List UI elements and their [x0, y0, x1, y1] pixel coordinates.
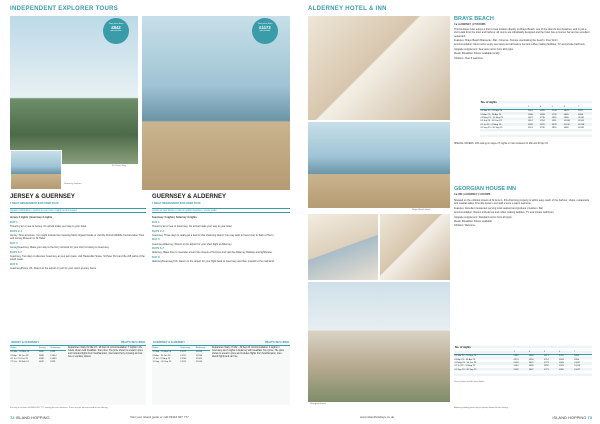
hotel-title: BRAYE BEACH	[454, 16, 494, 22]
restaurant-photo	[308, 214, 378, 280]
photo-caption: Guernsey harbour	[64, 183, 82, 185]
special-offers: SPECIAL OFFERS: 10% saving on stays of 5 nights or more between 01 Mar and 30 Apr 23.	[454, 143, 549, 145]
hotel-room-photo	[308, 16, 450, 120]
bedroom-photo	[380, 214, 450, 280]
price-table: Dates Jersey Guernsey 01 Mar - 31 Mar 23 £842 £929 01 Apr - 30 Jun 23 £899 £1014 01 Jul - 31 Oct 23 £948 £1063 27 Oct - 28 Feb 24 £842 £929	[10, 346, 66, 364]
footer-section: ISLAND HOPPING	[552, 414, 587, 420]
hotel-price-table: No. of nights 3 4 5 6 7 01 Mar 23 - 31 Mar 23 £449 £560 £671 £782 £893 01 Apr 23 - 30 Apr 23 £474 £594 £714 £834 £954 01 May 23 - 30 Jun 23 £509 £641 £773 £905 £1037 01 Jul 23 - 31 Aug 23 £544 £688 £832 £976 £1120 01 Sep 23 - 30 Sep 23 £509 £641 £773 £905 £1037	[454, 345, 592, 379]
hotel-description: Situated on the cobbled streets of St Anne's, this charming property is within easy reach of the harbour, shops, restaurants and coastal walks. Friendly owners and staff ensure a warm welcome. Features: Excellent restaurant serving local seafood and produce • Garden • Bar Accommodation: Rooms include tea and coffee making facilities, TV and private bathroom. Upgrade supplement: Standard rooms from £9 pppn. Meals: Breakfast. Dinner available. Children: Welcome.	[454, 199, 590, 228]
hotel-rating: 4★ INN | ALDERNEY | 4 ROOMS	[454, 193, 491, 196]
photo-caption: Georgian House	[310, 403, 326, 405]
tour-title: GUERNSEY & ALDERNEY	[152, 194, 227, 200]
page-number: 73	[587, 414, 592, 420]
footer-url: www.islandholidays.co.uk	[360, 415, 395, 420]
tour-title: JERSEY & GUERNSEY	[10, 194, 75, 200]
right-page	[300, 0, 600, 424]
tour-itinerary: Guernsey 4 nights | Alderney 3 nights DAY 1 Travel by air or sea to Guernsey. On arrival make your way to your hotel. DAYS 2-4 Guernsey. Three days to really get a feel for this charming island. You may wish to travel over to Sark or Herm. DAY 5 Guernsey/Alderney. Return to the airport for your short flight to Alderney. DAYS 6-7 Alderney. Make time to meander around the streets of St Anne and visit the Alderney Railway and lighthouse. DAY 8 Alderney/Guernsey/UK. Return to the airport for your flight back to Guernsey and then onward to the mainland.	[152, 216, 275, 264]
section-header: INDEPENDENT EXPLORER TOURS	[10, 6, 119, 12]
hotel-title: GEORGIAN HOUSE INN	[454, 186, 517, 192]
price-badge: Tour price from £842 per person	[103, 18, 129, 44]
tour-subtitle: 7 NIGHT INDEPENDENT EXPLORER TOUR	[10, 202, 59, 205]
tour-subtitle: 7 NIGHT INDEPENDENT EXPLORER TOUR	[152, 202, 201, 205]
beach-view-photo	[308, 122, 450, 208]
included-text: Departures: Daily 17 Mar - 30 Sep 23. Accommodation: 4 nights in Guernsey and 3 nights in Alderney with breakfast. Tour price: The price shown is a lead-in price and includes flights from Southampton, inter-island flights and car hire.	[212, 347, 285, 359]
tour-itinerary: Jersey 4 nights | Guernsey 3 nights DAY 1 Travel by air or sea to Jersey. On arrival make your way to your hotel. DAYS 2-4 Jersey. Time at leisure. You might include the imposing Mont Orgueil Castle or visit the Durrell Wildlife Conservation Trust and Jersey Museum in St Helier. DAY 5 Jersey/Guernsey. Make your way to the ferry terminal for your short crossing to Guernsey. DAYS 6-7 Guernsey. Two days to discover Guernsey at your own pace: visit Hauteville House, St Peter Port and the cliff paths of the south coast. DAY 8 Guernsey/Home UK. Return to the airport or port for your return journey home.	[10, 216, 145, 270]
price-box: JERSEY & GUERNSEY WHAT'S INCLUDED Dates Jersey Guernsey 01 Mar - 31 Mar 23 £842 £929 01 Apr - 30 Jun 23 £899 £1014 01 Jul - 31 Oct 23 £948 £1063 27 Oct - 28 Feb 24 £842 £929 Departures: Daily 01 Mar 23 - 28 Feb 24. Accommodation: 7 nights in the hotels shown with breakfast. Tour price: The price shown is a lead-in price and includes flights from Southampton, inter-island ferry crossing and car hire or explorer tickets.	[10, 340, 146, 405]
georgian-house-photo	[308, 282, 450, 402]
tour-tagline: explore at your leisure • relax on golden beaches • scenic walks	[152, 208, 290, 213]
price-box: GUERNSEY & ALDERNEY WHAT'S INCLUDED Dates Guernsey Alderney 17 Mar - 31 Mar 23 £1172 £1244 01 Apr - 30 Jun 23 £1217 £1298 17 Jul - 31 Aug 23 £1254 £1343 11 Sep - 20 Sep 23 £1172 £1244 Departures: Daily 17 Mar - 30 Sep 23. Accommodation: 4 nights in Guernsey and 3 nights in Alderney with breakfast. Tour price: The price shown is a lead-in price and includes flights from Southampton, inter-island flights and car hire.	[152, 340, 290, 405]
price-table: Dates Guernsey Alderney 17 Mar - 31 Mar 23 £1172 £1244 01 Apr - 30 Jun 23 £1217 £1298 17 Jul - 31 Aug 23 £1254 £1343 11 Sep - 20 Sep 23 £1172 £1244	[152, 346, 210, 364]
hotel-price-table: No. of nights 3 4 5 6 7 01 Mar 23 - 31 Mar 23 £561 £655 £749 £843 £937 01 Apr 23 - 30 Apr 23 £586 £689 £792 £895 £998 01 May 23 - 31 May 23 £621 £736 £851 £966 £1081 01 Jun 23 - 30 Jun 23 £657 £784 £911 £1038 £1165 01 Jul 23 - 31 Aug 23 £692 £831 £970 £1109 £1248 01 Sep 23 - 30 Sep 23 £621 £736 £851 £966 £1081	[480, 100, 592, 140]
page-footer	[10, 415, 50, 420]
harbour-photo	[10, 150, 62, 190]
hotel-description: This boutique hotel enjoys a first to beat location directly on Braye Beach, one of the island's best beaches, and is just a short walk from the town and harbour. All rooms are individually designed and the hotel has a cinema, bar and an excellent restaurant. Features: Braye Beach Brasserie • Bar • Cinema • Terrace overlooking the beach • Free Wi-Fi Accommodation: Most rooms enjoy sea views and all feature tea and coffee making facilities, TV and private bathroom. Upgrade supplement: Sea view rooms from £16 pppn. Meals: Breakfast. Dinner available locally. Children: Over 5 welcome.	[454, 28, 590, 60]
footer-contact: Visit your island guide or call 03444 937 777	[130, 415, 189, 420]
fine-print: For help or to book call 03444 937 777 quoting the tour reference. Prices are per person based on two sharing.	[10, 407, 109, 409]
footer-section: ISLAND HOPPING	[15, 414, 50, 420]
price-badge: Tour price from £1172 per person	[252, 18, 278, 44]
page-number: 72	[10, 414, 15, 420]
table-note: Prices shown include return flights	[454, 381, 485, 383]
photo-caption: Braye Beach Hotel	[412, 209, 431, 211]
hotel-rating: 4★ ALDERNEY | 27 ROOMS	[454, 23, 486, 26]
photo-caption: St Ouen's Bay	[112, 165, 126, 167]
fine-print: Alderney holiday prices are per person based on two sharing.	[454, 407, 509, 409]
tour-tagline: popular combination • explore on your own • highly recommended	[10, 208, 146, 213]
included-text: Departures: Daily 01 Mar 23 - 28 Feb 24. Accommodation: 7 nights in the hotels shown with breakfast. Tour price: The price shown is a lead-in price and includes flights from Southampton, inter-island ferry crossing and car hire or explorer tickets.	[68, 347, 143, 359]
section-header: ALDERNEY HOTEL & INN	[308, 6, 387, 12]
page-footer	[552, 415, 592, 420]
